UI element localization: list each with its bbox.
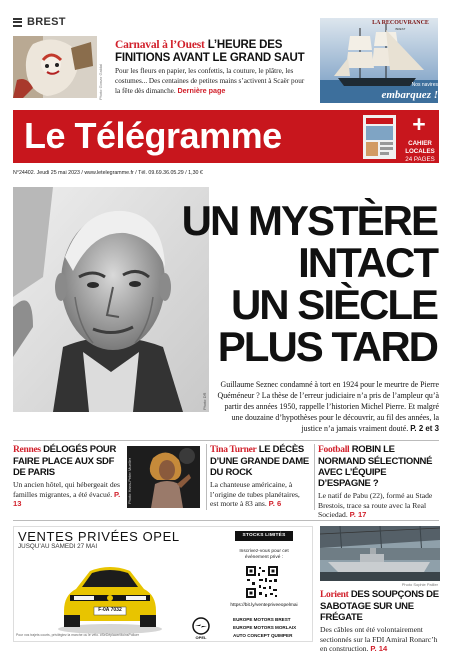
headline-line[interactable]: PLUS TARD [217, 323, 437, 370]
top-teaser-headline: L’HEURE DES FINITIONS AVANT LE GRAND SAUT [115, 39, 305, 64]
main-story-body: Guillaume Seznec condamné à tort en 1924 pour le meurtre de Pierre Quéméneur ? La thèse de l’erreur judiciaire n’a pris de l’ampleur qu’à partir des années 1950, rappelle l’historien Michel Pierre. Et malgré une douzaine d’hypothèses pour le découvrir, au fil des années, la justice n’a jamais vraiment douté. [217, 380, 439, 433]
page-ref: P. 14 [370, 644, 388, 653]
teaser-title [320, 589, 442, 623]
cahier-label: CAHIER [408, 140, 432, 147]
ad-legal-text: Pour vos trajets courts, privilégiez la marche ou le vélo. #SeDéplacerMoinsPolluer [16, 633, 140, 637]
divider [13, 440, 439, 441]
headline-line[interactable]: UN MYSTÈRE [181, 197, 437, 244]
cahier-pages: 24 PAGES [405, 156, 435, 163]
top-teaser-body: Pour les fleurs en papier, les confettis, la couture, le plâtre, les costumes... Des centaines de petites mains s’activent à Scaër pour la fête dès dimanche. [115, 67, 305, 95]
cahier-thumbnail[interactable] [363, 115, 396, 159]
page-ref: P. 6 [268, 499, 282, 508]
edition-bar[interactable] [13, 15, 66, 29]
carnival-photo [13, 36, 97, 98]
teaser-kicker: Rennes [13, 445, 41, 455]
ad-title: VENTES PRIVÉES OPEL [18, 529, 180, 544]
page-ref: Dernière page [177, 86, 226, 95]
dealer-name: AUTO CONCEPT QUIMPER [233, 633, 293, 638]
cahier-label: LOCALES [405, 148, 435, 155]
photo-credit: Photo Sophie Pailler [401, 582, 438, 587]
divider [314, 444, 315, 510]
teaser-kicker: Football [318, 445, 350, 455]
teaser-body: Le natif de Pabu (22), formé au Stade Brestois, trace sa route avec la Real Sociedad. [318, 491, 433, 519]
teaser-text [210, 480, 310, 509]
teaser-text [13, 480, 125, 509]
boat-tagline: Nos navires [411, 82, 438, 88]
divider [206, 444, 207, 510]
top-teaser-kicker: Carnaval à l’Ouest [115, 39, 205, 51]
page-ref: P. 13 [13, 489, 121, 508]
main-story-text [215, 379, 439, 434]
ad-date: JUSQU’AU SAMEDI 27 MAI [18, 543, 98, 550]
teaser-text [320, 625, 442, 654]
teaser-lorient[interactable] [320, 589, 442, 654]
top-teaser-text [115, 67, 310, 97]
edition-label: BREST [27, 16, 66, 28]
boat-brand-sub: BREST [395, 27, 406, 31]
headline-line[interactable]: INTACT [298, 239, 437, 286]
teaser-headline: ROBIN LE NORMAND SÉLECTIONNÉ AVEC L’ÉQUIPE D’ESPAGNE ? [318, 444, 433, 489]
teaser-text [318, 491, 440, 520]
page-ref: P. 2 et 3 [410, 424, 439, 433]
dealer-name: EUROPE MOTORS MORLAIX [233, 625, 297, 630]
teaser-title [13, 444, 125, 478]
plus-icon: + [412, 111, 426, 137]
photo-credit: Photo DR [202, 392, 207, 410]
photo-credit: Photo Hans-Peter Mueller [127, 457, 132, 504]
boat-cta[interactable]: embarquez ! [381, 89, 438, 101]
top-teaser-title [115, 39, 310, 64]
teaser-body: Des câbles ont été volontairement sectionnés sur la FDI Amiral Ronarc’h en construction. [320, 625, 438, 653]
headline-line[interactable]: UN SIÈCLE [230, 281, 437, 328]
page-ref: P. 17 [349, 510, 367, 519]
photo-credit: Photo Gonzo Galdal [98, 63, 103, 100]
teaser-body: La chanteuse américaine, à l’origine de tubes planétaires, est morte à 83 ans. [210, 480, 300, 508]
main-story-photo[interactable] [13, 187, 209, 412]
teaser-headline: DES SOUPÇONS DE SABOTAGE SUR UNE FRÉGATE [320, 589, 439, 623]
teaser-headline: DÉLOGÉS POUR FAIRE PLACE AUX SDF DE PARIS [13, 444, 117, 478]
teaser-football[interactable] [318, 444, 440, 520]
teaser-title [318, 444, 440, 489]
teaser-kicker: Tina Turner [210, 445, 257, 455]
teaser-kicker: Lorient [320, 590, 349, 600]
ad-url-link[interactable]: https://bit.ly/ventepriveeopelmai [230, 603, 298, 608]
license-plate: F-0A 7032 [98, 607, 122, 613]
tina-turner-photo[interactable] [127, 446, 200, 508]
issue-meta: N°24402. Jeudi 25 mai 2023 / www.letelegramme.fr / Tél. 09.69.36.05.29 / 1,30 € [13, 170, 203, 176]
teaser-body: Un ancien hôtel, qui hébergeait des familles migrantes, a été évacué. [13, 480, 120, 499]
ad-invite-text: Inscrivez-vous pour cet événement privé : [239, 549, 289, 560]
qr-code-icon[interactable] [245, 565, 279, 599]
teaser-rennes[interactable] [13, 444, 125, 509]
teaser-turner[interactable] [210, 444, 310, 509]
opel-logo-icon [192, 617, 210, 635]
divider [13, 520, 439, 521]
menu-icon[interactable] [13, 18, 22, 27]
teaser-title [210, 444, 310, 478]
top-teaser[interactable] [115, 39, 310, 97]
stock-badge: STOCKS LIMITÉS [235, 531, 293, 541]
ad-car-image [56, 551, 164, 634]
teaser-headline: LE DÉCÈS D’UNE GRANDE DAME DU ROCK [210, 444, 309, 478]
newspaper-logo[interactable]: Le Télégramme [24, 115, 282, 156]
opel-brand-name: OPEL [195, 635, 207, 640]
frigate-photo[interactable] [320, 526, 440, 581]
boat-brand: LA RECOUVRANCE [372, 20, 429, 26]
dealer-name: EUROPE MOTORS BREST [233, 617, 291, 622]
